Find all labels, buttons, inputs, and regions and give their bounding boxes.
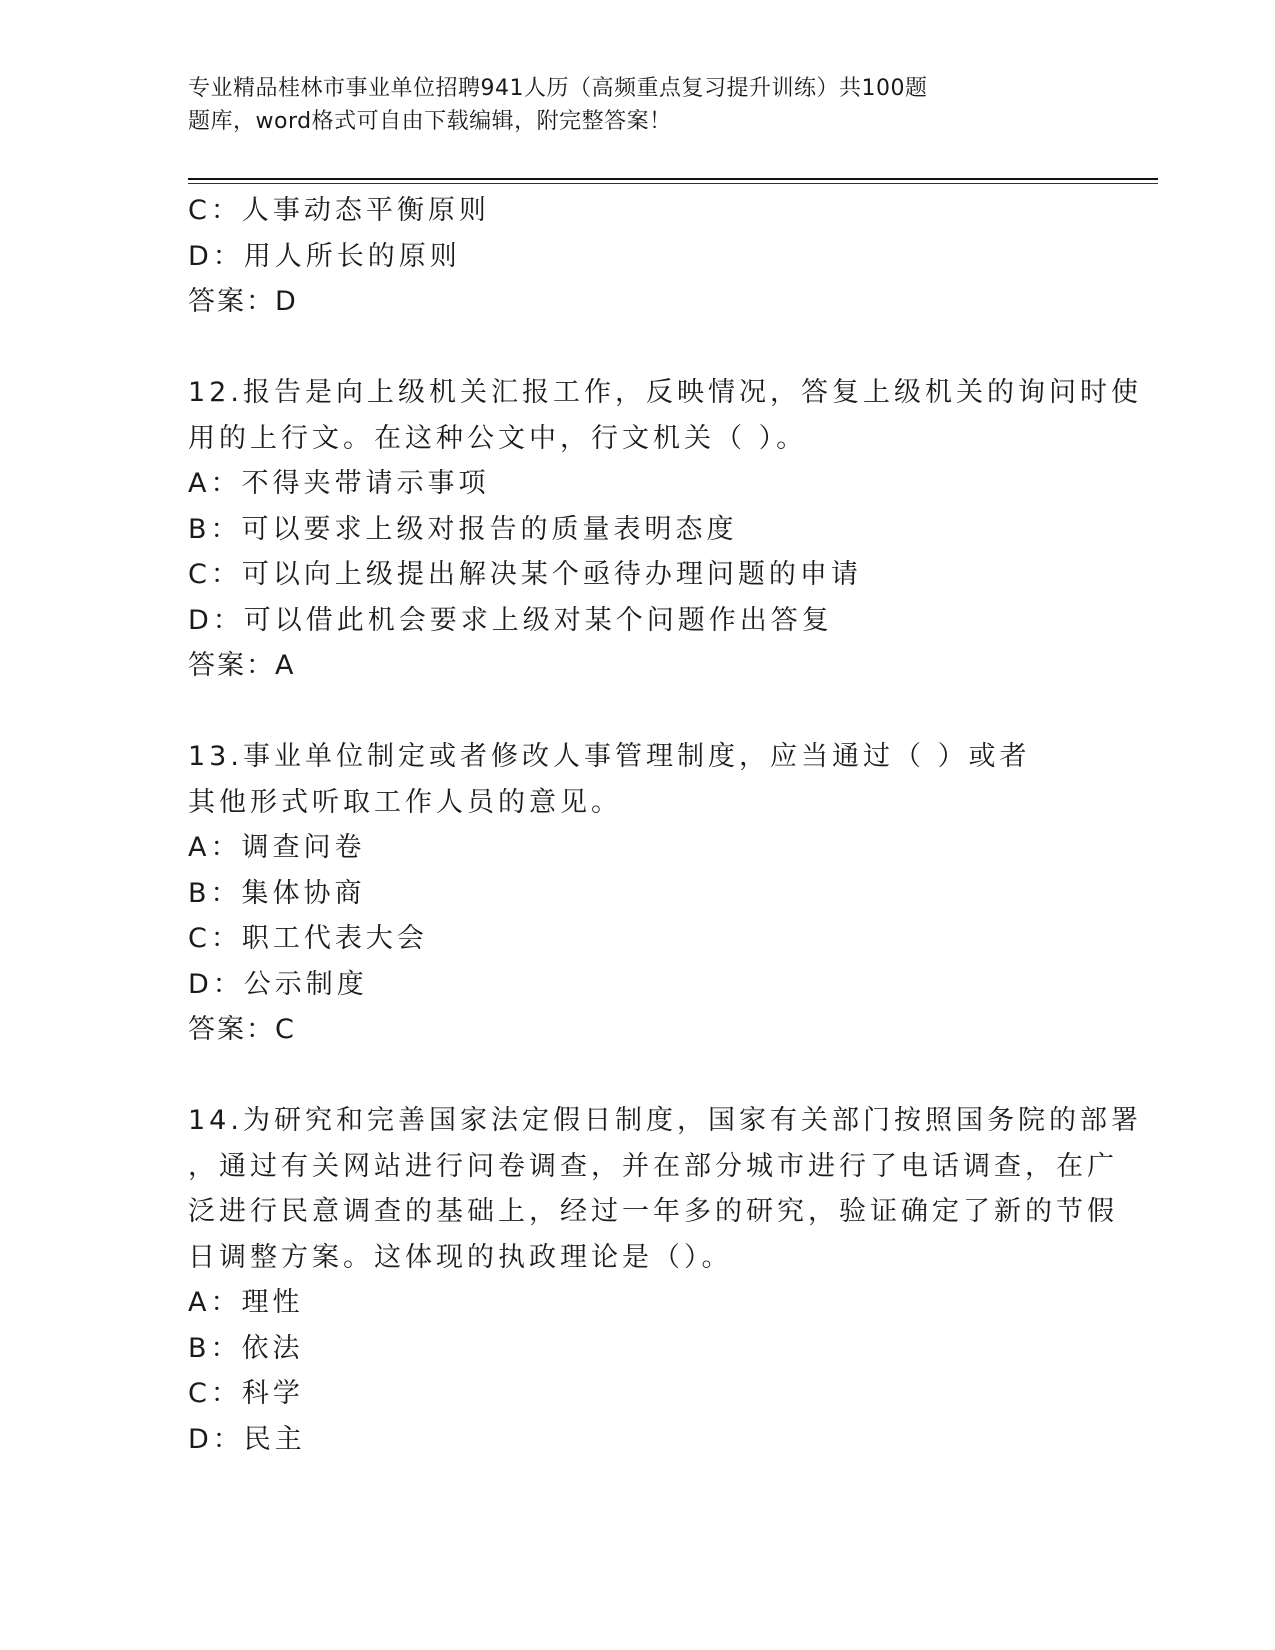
option-d: D：用人所长的原则 — [188, 240, 461, 272]
question-stem-line: 用的上行文。在这种公文中，行文机关（ ）。 — [188, 422, 808, 454]
question-stem-line: 泛进行民意调查的基础上，经过一年多的研究，验证确定了新的节假 — [188, 1196, 1118, 1227]
header-title-line2: 题库，word格式可自由下载编辑，附完整答案！ — [188, 109, 672, 134]
question-stem-line: 12.报告是向上级机关汇报工作，反映情况，答复上级机关的询问时使 — [188, 377, 1142, 408]
spacer — [188, 1053, 1088, 1099]
option-d: D：可以借此机会要求上级对某个问题作出答复 — [188, 604, 833, 636]
spacer — [188, 325, 1088, 371]
option-a: A：理性 — [188, 1287, 304, 1318]
question-11-tail — [188, 188, 1088, 325]
question-14 — [188, 1098, 1142, 1462]
option-c: C：人事动态平衡原则 — [188, 195, 490, 226]
header-divider-thick — [188, 178, 1158, 180]
option-d: D：公示制度 — [188, 968, 368, 1000]
question-13 — [188, 734, 1088, 1053]
header-title-line1: 专业精品桂林市事业单位招聘941人历（高频重点复习提升训练）共100题 — [188, 76, 928, 101]
document-header — [188, 72, 1048, 138]
question-stem-line: 14.为研究和完善国家法定假日制度，国家有关部门按照国务院的部署 — [188, 1105, 1142, 1136]
answer-line: 答案：C — [188, 1014, 296, 1045]
option-c: C：可以向上级提出解决某个亟待办理问题的申请 — [188, 559, 862, 590]
option-b: B：集体协商 — [188, 877, 366, 909]
option-b: B：依法 — [188, 1332, 304, 1364]
option-d: D：民主 — [188, 1423, 306, 1455]
option-c: C：职工代表大会 — [188, 923, 428, 954]
spacer — [188, 689, 1088, 735]
option-a: A：调查问卷 — [188, 832, 366, 863]
question-stem-line: ，通过有关网站进行问卷调查，并在部分城市进行了电话调查，在广 — [188, 1150, 1118, 1182]
header-divider-thin — [188, 183, 1158, 184]
answer-line: 答案：A — [188, 650, 296, 681]
question-12 — [188, 370, 1142, 689]
question-stem-line: 日调整方案。这体现的执政理论是（）。 — [188, 1241, 733, 1273]
question-stem-line: 13.事业单位制定或者修改人事管理制度，应当通过（ ）或者 — [188, 741, 1031, 772]
answer-line: 答案：D — [188, 286, 298, 317]
option-b: B：可以要求上级对报告的质量表明态度 — [188, 513, 738, 545]
option-c: C：科学 — [188, 1378, 304, 1409]
question-list — [188, 188, 1142, 1462]
question-stem-line: 其他形式听取工作人员的意见。 — [188, 786, 622, 818]
option-a: A：不得夹带请示事项 — [188, 468, 490, 499]
